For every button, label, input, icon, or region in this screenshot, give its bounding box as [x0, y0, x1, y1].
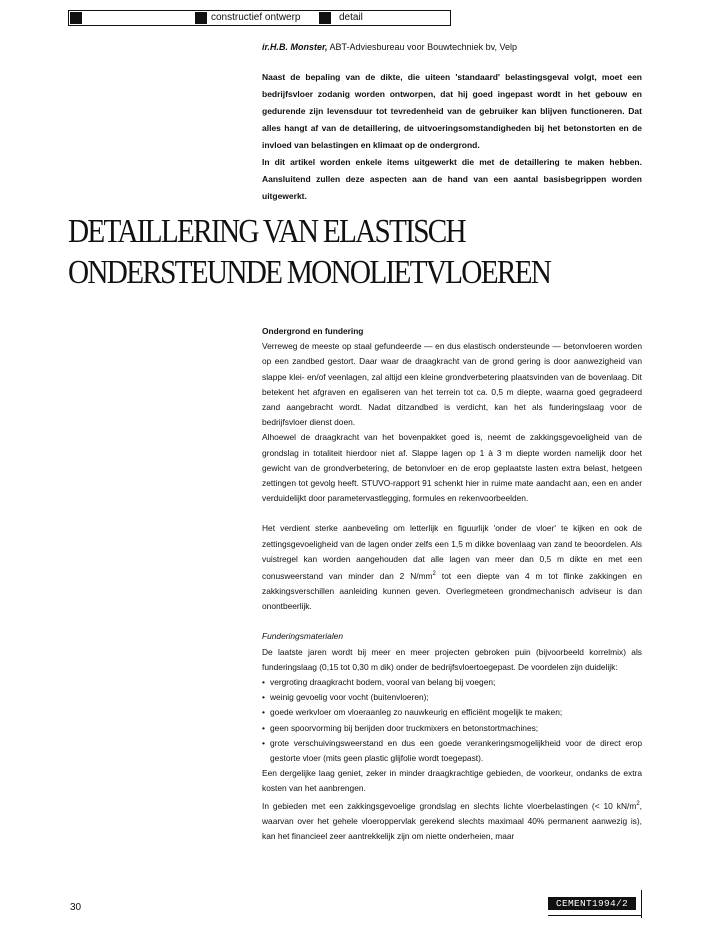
paragraph-gap [262, 506, 642, 521]
header-category-label: detail [339, 12, 363, 23]
title-line-1: DETAILLERING VAN ELASTISCH [68, 213, 465, 250]
intro-paragraph-1: Naast de bepaling van de dikte, die uiteen 'standaard' belastingsgeval volgt, moet een bedrijfsvloer zodanig worden ontworpen, dat hij goed ingepast wordt in het gebouw en gedurende zijn levensduur tot tevredenheid van de gebruiker kan blijven functioneren. Dat alles hangt af van de detaillering, de uitvoeringsomstandigheden bij het betonstorten en de invloed van belastingen en klimaat op de ondergrond. [262, 72, 642, 150]
title-line-2: ONDERSTEUNDE MONOLIETVLOEREN [68, 254, 551, 291]
list-item: • grote verschuivingsweerstand en dus een goede verankeringsmogelijkheid voor de direct erop gestorte vloer (mits geen plastic glijfolie wordt toegepast). [262, 736, 642, 766]
article-title [68, 211, 584, 293]
intro-paragraph-2: In dit artikel worden enkele items uitgewerkt die met de detaillering te maken hebben. Aansluitend zullen deze aspecten aan de hand van een aantal basisbegrippen worden uitgewerkt. [262, 157, 642, 201]
body-paragraph-6 [262, 797, 642, 844]
list-item: • weinig gevoelig voor vocht (buitenvloeren); [262, 690, 642, 705]
body-column [262, 324, 642, 844]
body-paragraph-4: De laatste jaren wordt bij meer en meer projecten gebroken puin (bijvoorbeeld korrelmix) als funderingslaag (0,15 tot 0,30 m dik) onder de bedrijfsvloertoegepast. De voordelen zijn duidelijk: [262, 646, 642, 672]
section-heading-funderingsmaterialen: Funderingsmaterialen [262, 631, 344, 642]
body-paragraph-5: Een dergelijke laag geniet, zeker in minder draagkrachtige gebieden, de voorkeur, ondanks de extra kosten van het aanbrengen. [262, 768, 642, 794]
header-block-left [70, 12, 82, 24]
header-section-label: constructief ontwerp [211, 12, 301, 23]
author-line [262, 41, 642, 54]
list-item: • goede werkvloer om vloeraanleg zo nauwkeurig en efficiënt mogelijk te maken; [262, 705, 642, 720]
journal-badge: CEMENT1994/2 [548, 897, 636, 910]
p3-superscript: 2 [432, 571, 436, 578]
page-number: 30 [70, 902, 82, 913]
body-paragraph-3 [262, 521, 642, 614]
footer-rule-horizontal [548, 915, 642, 916]
footer-rule-vertical [641, 890, 642, 918]
list-item: • vergroting draagkracht bodem, vooral van belang bij voegen; [262, 675, 642, 690]
paragraph-gap [262, 614, 642, 629]
advantages-list [262, 675, 642, 766]
intro-block [262, 69, 642, 205]
body-paragraph-2: Alhoewel de draagkracht van het bovenpakket goed is, neemt de zakkingsgevoeligheid van de grondslag in totaliteit hierdoor niet af. Slappe lagen op 1 à 3 m diepte worden namelijk door het gewicht van de grondverbetering, de betonvloer en de erop geplaatste lasten extra belast, hetgeen zettingen tot gevolg heeft. STUVO-rapport 91 schenkt hier in ruime mate aandacht aan, een en ander verduidelijkt door parametervastlegging, formules en rekenvoorbeelden. [262, 432, 642, 504]
p3-text-b: tot een diepte van 4 m tot flinke zakkingen en zakkingsverschillen aanleiding kunnen geven. Overlegmeteen grondmechanisch adviseur is dan onontbeerlijk. [262, 570, 642, 612]
p3-text-a: Het verdient sterke aanbeveling om letterlijk en figuurlijk 'onder de vloer' te kijken en ook de zettingsgevoeligheid van de lagen onder zelfs een 1,5 m dikke bovenlaag van zand te beoordelen. Als vuistregel kan worden aangehouden dat alle lagen van meer dan 0,5 m dikte en met een conusweerstand van minder dan 2 N/mm [262, 523, 642, 581]
header-block-right [319, 12, 331, 24]
list-item: • geen spoorvorming bij berijden door truckmixers en betonstortmachines; [262, 721, 642, 736]
p6-text-b: , waarvan over het gehele vloeroppervlak gerekend slechts maximaal 40% permanent aanwezig is), kan het financieel zeer aantrekkelijk zijn om niette onderheien, maar [262, 800, 642, 841]
section-heading-ondergrond: Ondergrond en fundering [262, 326, 364, 336]
header-block-mid [195, 12, 207, 24]
p6-text-a: In gebieden met een zakkingsgevoelige grondslag en slechts lichte vloerbelastingen (< 10 kN/m [262, 800, 637, 811]
author-affiliation: ABT-Adviesbureau voor Bouwtechniek bv, Velp [327, 42, 517, 52]
p6-superscript: 2 [636, 800, 640, 807]
header-bar [68, 10, 451, 26]
author-name: ir.H.B. Monster, [262, 42, 328, 52]
body-paragraph-1: Verreweg de meeste op staal gefundeerde — en dus elastisch ondersteunde — betonvloeren worden op een zandbed gestort. Daar waar de draagkracht van de grond gering is door aanwezigheid van slappe klei- en/of veenlagen, zal altijd een kleine grondverbetering plaatsvinden van de bovenlaag. Dit betekent het afgraven en egaliseren van het terrein tot ca. 0,5 m diepte, waarna goed gegradeerd zand aangebracht wordt. Nadat ditzandbed is verdicht, kan het als funderingslaag voor de bedrijfsvloer dienst doen. [262, 341, 642, 428]
